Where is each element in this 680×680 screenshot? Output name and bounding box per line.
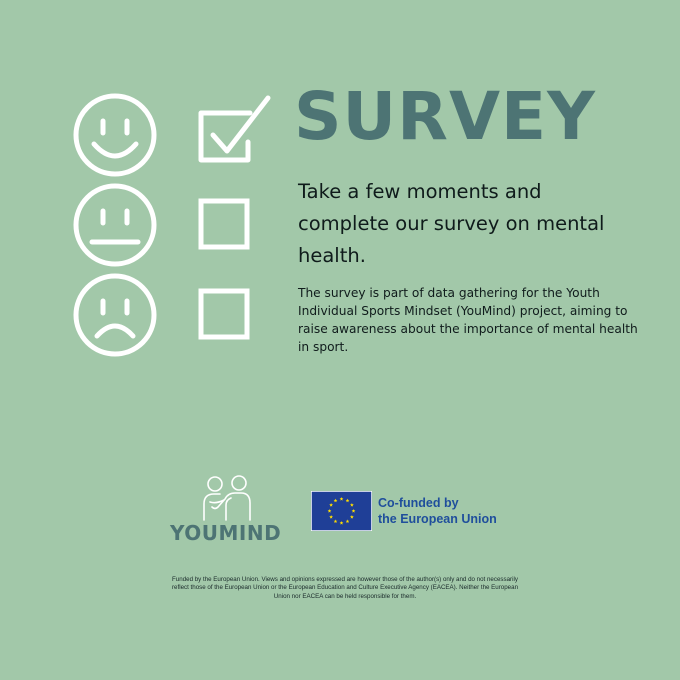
page-title: SURVEY bbox=[294, 78, 596, 155]
funding-disclaimer: Funded by the European Union. Views and opinions expressed are however those of the author(s) only and do not necessarily reflect those of the European Union or the European Education and Culture Executive Agency (EACEA). Neither the European Union nor EACEA can be held responsible for them. bbox=[171, 576, 519, 600]
lead-text: Take a few moments and complete our survey on mental health. bbox=[298, 180, 605, 267]
sad-face-icon bbox=[76, 276, 154, 354]
eu-flag-icon bbox=[311, 491, 372, 531]
eu-cofunded-line1: Co-funded by bbox=[378, 496, 459, 510]
youmind-logo-text: YOUMIND bbox=[170, 521, 282, 545]
eu-cofunded-line2: the European Union bbox=[378, 512, 497, 526]
empty-checkbox-icon bbox=[201, 291, 247, 337]
eu-cofunded-label bbox=[378, 495, 497, 527]
neutral-face-icon bbox=[76, 186, 154, 264]
checked-checkbox-icon bbox=[201, 98, 268, 160]
happy-face-icon bbox=[76, 96, 154, 174]
empty-checkbox-icon bbox=[201, 201, 247, 247]
description-text: The survey is part of data gathering for the Youth Individual Sports Mindset (YouMind) project, aiming to raise awareness about the importance of mental health in sport. bbox=[298, 286, 638, 354]
rating-scale-illustration bbox=[70, 90, 280, 360]
youmind-logo-icon bbox=[198, 474, 260, 522]
